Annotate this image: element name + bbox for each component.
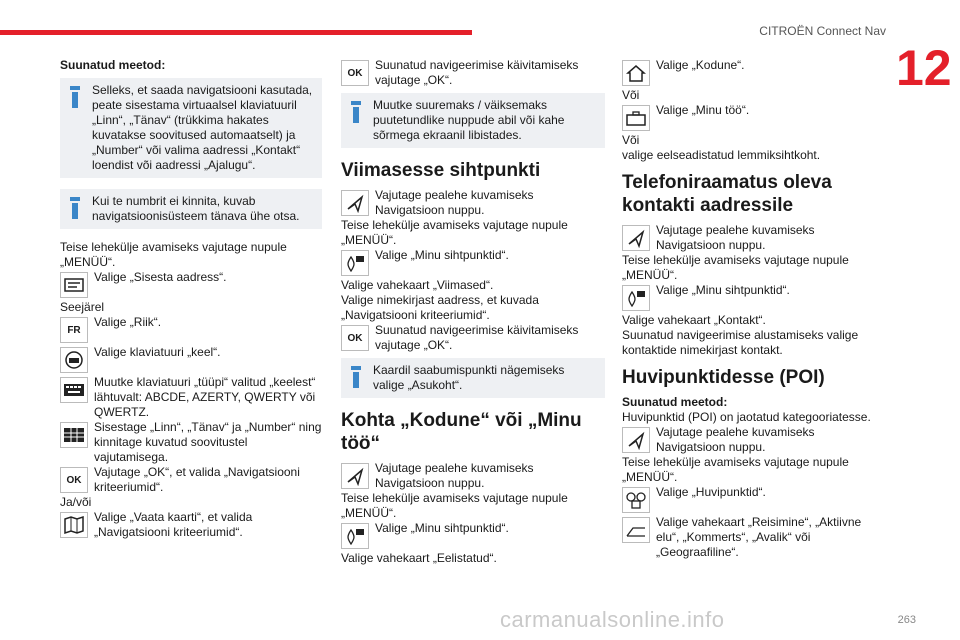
instruction-text: Suunatud navigeerimise käivitamiseks vajutage „OK“. bbox=[375, 58, 579, 87]
instruction-text: Sisestage „Linn“, „Tänav“ ja „Number“ ning kinnitage kuvatud soovitustel vajutamisega. bbox=[94, 420, 322, 464]
instruction-row bbox=[341, 58, 605, 88]
section-heading: Viimasesse sihtpunkti bbox=[341, 160, 541, 181]
column-2 bbox=[341, 58, 605, 566]
instruction-text: Vajutage pealehe kuvamiseks Navigatsioon nuppu. bbox=[375, 188, 534, 217]
paragraph: Teise lehekülje avamiseks vajutage nupule „MENÜÜ“. bbox=[622, 253, 849, 282]
instruction-text: Valige „Huvipunktid“. bbox=[656, 485, 766, 499]
note-text: Kui te numbrit ei kinnita, kuvab navigatsioonisüsteem tänava ühe otsa. bbox=[92, 194, 300, 223]
instruction-row bbox=[60, 375, 322, 420]
info-icon bbox=[351, 366, 361, 388]
info-note bbox=[60, 189, 322, 229]
instruction-row bbox=[622, 58, 886, 88]
instruction-text: Valige „Minu sihtpunktid“. bbox=[656, 283, 790, 297]
instruction-row bbox=[60, 270, 322, 300]
paragraph: Teise lehekülje avamiseks vajutage nupule „MENÜÜ“. bbox=[341, 218, 568, 247]
instruction-text: Valige „Vaata kaarti“, et valida „Navigatsiooni kriteeriumid“. bbox=[94, 510, 253, 539]
address-entry-icon bbox=[60, 272, 88, 298]
paragraph: Või bbox=[622, 133, 640, 147]
instruction-row bbox=[622, 283, 886, 313]
instruction-row bbox=[60, 345, 322, 375]
instruction-text: Vajutage „OK“, et valida „Navigatsiooni kriteeriumid“. bbox=[94, 465, 300, 494]
map-icon bbox=[60, 512, 88, 538]
briefcase-icon bbox=[622, 105, 650, 131]
instruction-row bbox=[622, 485, 886, 515]
instruction-row bbox=[622, 223, 886, 253]
keypad-grid-icon bbox=[60, 422, 88, 448]
navigation-arrow-icon bbox=[622, 427, 650, 453]
paragraph: Teise lehekülje avamiseks vajutage nupule „MENÜÜ“. bbox=[60, 240, 287, 269]
instruction-row bbox=[622, 425, 886, 455]
navigation-arrow-icon bbox=[341, 463, 369, 489]
paragraph: Teise lehekülje avamiseks vajutage nupule „MENÜÜ“. bbox=[341, 491, 568, 520]
page-number: 263 bbox=[897, 614, 916, 626]
header-title: CITROËN Connect Nav bbox=[759, 24, 886, 38]
section-heading: Telefoniraamatus oleva kontakti aadressile bbox=[622, 172, 832, 216]
poi-icon bbox=[622, 487, 650, 513]
instruction-row bbox=[60, 510, 322, 540]
section-subheading: Suunatud meetod: bbox=[622, 395, 728, 409]
instruction-text: Valige „Minu sihtpunktid“. bbox=[375, 521, 509, 535]
chapter-number: 12 bbox=[896, 40, 952, 96]
section-heading: Huvipunktidesse (POI) bbox=[622, 367, 825, 388]
paragraph: Teise lehekülje avamiseks vajutage nupule „MENÜÜ“. bbox=[622, 455, 849, 484]
navigation-arrow-icon bbox=[341, 190, 369, 216]
instruction-text: Valige „Minu sihtpunktid“. bbox=[375, 248, 509, 262]
info-icon bbox=[70, 197, 80, 219]
instruction-text: Valige „Sisesta aadress“. bbox=[94, 270, 227, 284]
instruction-text: Vajutage pealehe kuvamiseks Navigatsioon nuppu. bbox=[656, 425, 815, 454]
category-tab-icon bbox=[622, 517, 650, 543]
ok-button-icon: OK bbox=[341, 325, 369, 351]
instruction-row bbox=[341, 521, 605, 551]
keyboard-icon bbox=[60, 377, 88, 403]
note-text: Kaardil saabumispunkti nägemiseks valige „Asukoht“. bbox=[373, 363, 565, 392]
ok-button-icon: OK bbox=[60, 467, 88, 493]
instruction-text: Vajutage pealehe kuvamiseks Navigatsioon nuppu. bbox=[375, 461, 534, 490]
watermark: carmanualsonline.info bbox=[500, 607, 725, 632]
instruction-row bbox=[622, 515, 886, 560]
paragraph: Huvipunktid (POI) on jaotatud kategooriatesse. bbox=[622, 410, 871, 424]
destination-flag-icon bbox=[622, 285, 650, 311]
instruction-row bbox=[341, 188, 605, 218]
column-1 bbox=[60, 58, 322, 540]
paragraph: Valige nimekirjast aadress, et kuvada „Navigatsiooni kriteeriumid“. bbox=[341, 293, 539, 322]
instruction-text: Muutke klaviatuuri „tüüpi“ valitud „keelest“ lähtuvalt: ABCDE, AZERTY, QWERTY või QWERTZ. bbox=[94, 375, 316, 419]
instruction-row bbox=[60, 420, 322, 465]
navigation-arrow-icon bbox=[622, 225, 650, 251]
instruction-text: Vajutage pealehe kuvamiseks Navigatsioon nuppu. bbox=[656, 223, 815, 252]
destination-flag-icon bbox=[341, 523, 369, 549]
paragraph: Valige vahekaart „Kontakt“. bbox=[622, 313, 766, 327]
instruction-text: Valige „Minu töö“. bbox=[656, 103, 750, 117]
instruction-row bbox=[60, 465, 322, 495]
paragraph: Valige vahekaart „Viimased“. bbox=[341, 278, 494, 292]
destination-flag-icon bbox=[341, 250, 369, 276]
home-icon bbox=[622, 60, 650, 86]
info-icon bbox=[70, 86, 80, 108]
note-text: Selleks, et saada navigatsiooni kasutada, peate sisestama virtuaalsel klaviatuuril „Linn“, „Tänav“ (trükkima hakates kuvatakse soovitused automaatselt) ja „Number“ või valima aadressi „Kontakt“ loendist või aadressi „Ajalugu“. bbox=[92, 83, 313, 172]
country-fr-icon: FR bbox=[60, 317, 88, 343]
section-heading: Kohta „Kodune“ või „Minu töö“ bbox=[341, 410, 582, 454]
paragraph: valige eelseadistatud lemmiksihtkoht. bbox=[622, 148, 821, 162]
paragraph: Ja/või bbox=[60, 495, 92, 509]
instruction-text: Suunatud navigeerimise käivitamiseks vajutage „OK“. bbox=[375, 323, 579, 352]
info-note bbox=[341, 358, 605, 398]
header-accent-bar bbox=[0, 30, 472, 35]
instruction-row bbox=[341, 461, 605, 491]
instruction-row bbox=[622, 103, 886, 133]
instruction-text: Valige „Riik“. bbox=[94, 315, 162, 329]
info-note bbox=[60, 78, 322, 178]
note-text: Muutke suuremaks / väiksemaks puutetundlike nuppude abil või kahe sõrmega ekraanil libistades. bbox=[373, 98, 565, 142]
instruction-row bbox=[341, 248, 605, 278]
info-icon bbox=[351, 101, 361, 123]
paragraph: Või bbox=[622, 88, 640, 102]
paragraph: Seejärel bbox=[60, 300, 105, 314]
instruction-row bbox=[341, 323, 605, 353]
instruction-text: Valige klaviatuuri „keel“. bbox=[94, 345, 221, 359]
instruction-text: Valige vahekaart „Reisimine“, „Aktiivne elu“, „Kommerts“, „Avalik“ või „Geograafiline“. bbox=[656, 515, 862, 559]
instruction-text: Valige „Kodune“. bbox=[656, 58, 745, 72]
column-3 bbox=[622, 58, 886, 560]
section-subheading: Suunatud meetod: bbox=[60, 58, 166, 72]
ok-button-icon: OK bbox=[341, 60, 369, 86]
info-note bbox=[341, 93, 605, 148]
instruction-row bbox=[60, 315, 322, 345]
paragraph: Suunatud navigeerimise alustamiseks valige kontaktide nimekirjast kontakt. bbox=[622, 328, 859, 357]
keyboard-language-icon bbox=[60, 347, 88, 373]
paragraph: Valige vahekaart „Eelistatud“. bbox=[341, 551, 497, 565]
